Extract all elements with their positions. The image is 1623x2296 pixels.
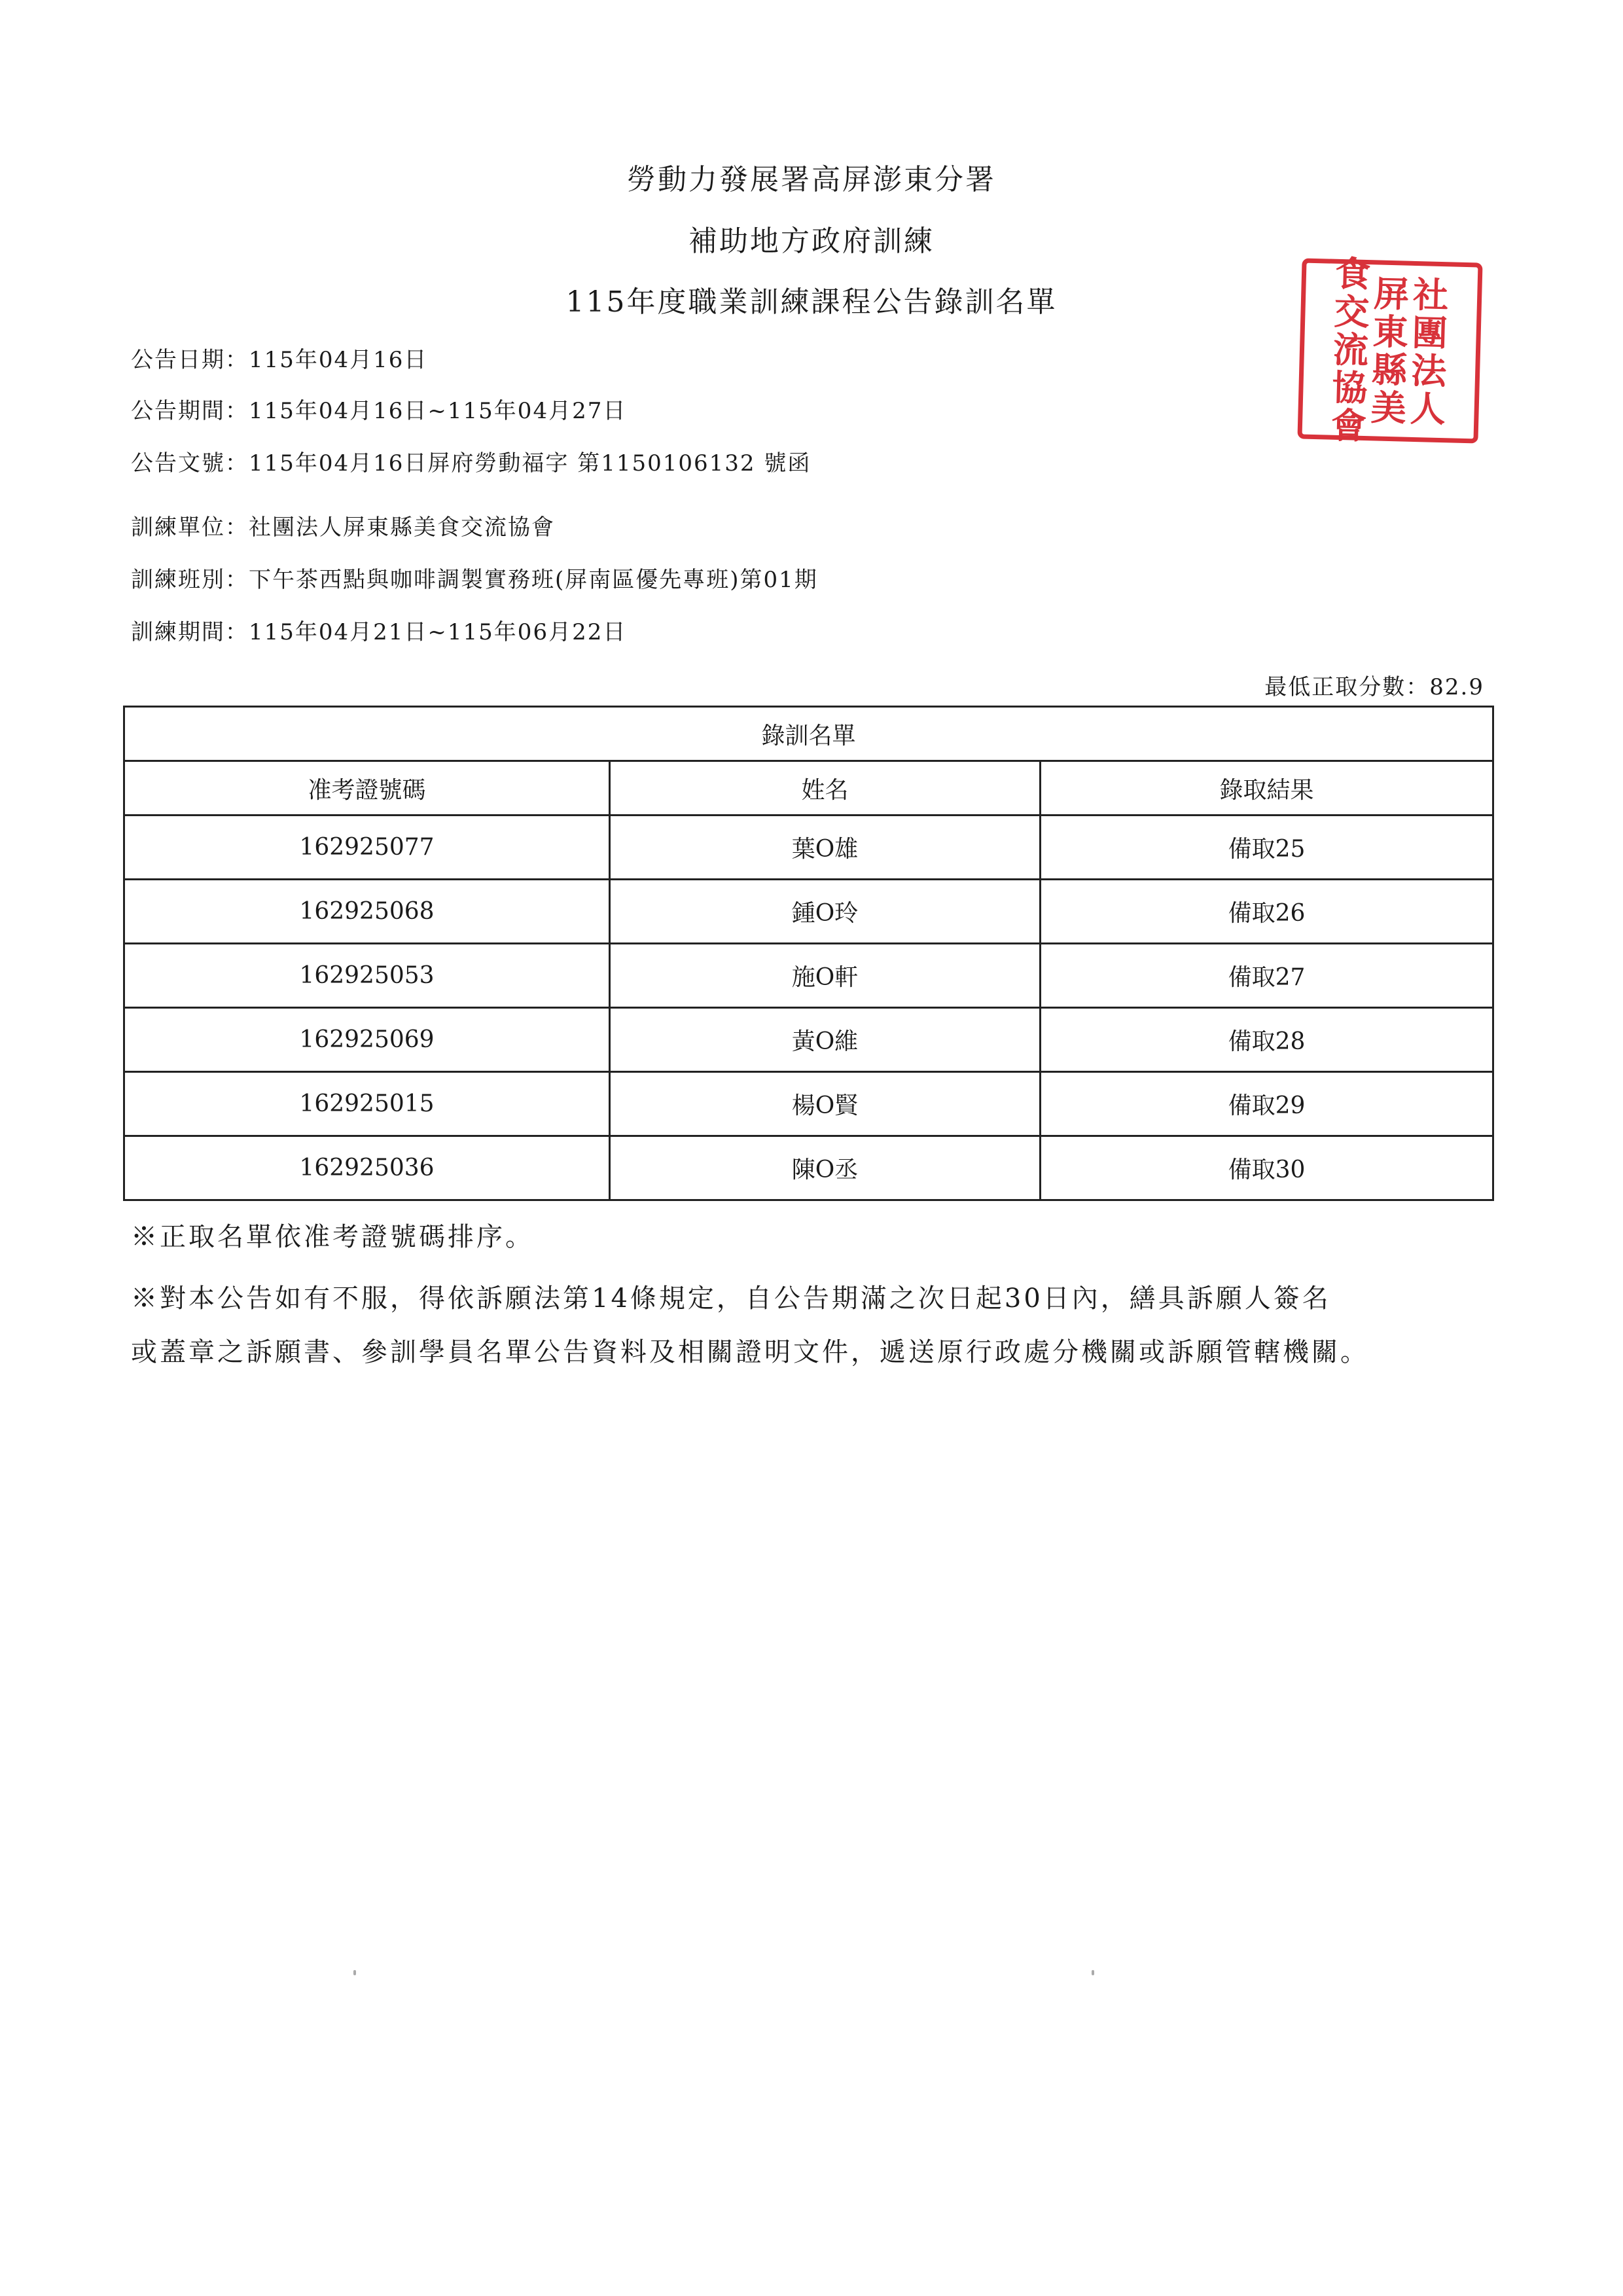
training-class-line <box>131 562 818 594</box>
table-caption-row <box>124 707 1493 761</box>
table-row <box>124 1072 1493 1136</box>
training-period-label: 訓練期間： <box>131 619 249 645</box>
announce-doc-value: 115年04月16日屏府勞動福字 第1150106132 號函 <box>249 450 812 476</box>
training-unit-line <box>131 509 555 541</box>
cell-name: 陳O丞 <box>610 1136 1041 1200</box>
program-title: 補助地方政府訓練 <box>688 224 935 258</box>
seal-column-2: 屏 東 縣 美 <box>1370 272 1410 429</box>
announce-date-label: 公告日期： <box>131 347 249 373</box>
table-header-row <box>124 761 1493 816</box>
header-name: 姓名 <box>610 761 1041 816</box>
cell-exam-number: 162925068 <box>124 880 610 944</box>
training-class-label: 訓練班別： <box>131 567 249 593</box>
cell-name: 鍾O玲 <box>610 880 1041 944</box>
agency-title: 勞動力發展署高屏澎東分署 <box>627 163 996 196</box>
cell-result: 備取26 <box>1041 880 1493 944</box>
announce-date-value: 115年04月16日 <box>249 347 428 373</box>
cell-exam-number: 162925015 <box>124 1072 610 1136</box>
training-unit-value: 社團法人屏東縣美食交流協會 <box>249 514 555 541</box>
cell-exam-number: 162925069 <box>124 1008 610 1072</box>
cell-exam-number: 162925053 <box>124 944 610 1008</box>
training-class-value: 下午茶西點與咖啡調製實務班(屏南區優先專班)第01期 <box>249 567 818 593</box>
cell-result: 備取25 <box>1041 816 1493 880</box>
table-caption: 錄訓名單 <box>124 707 1493 761</box>
cell-name: 黃O維 <box>610 1008 1041 1072</box>
table-row <box>124 1136 1493 1200</box>
notice-title: 115年度職業訓練課程公告錄訓名單 <box>565 285 1058 319</box>
min-score: 最低正取分數：82.9 <box>1264 674 1484 700</box>
header-result: 錄取結果 <box>1041 761 1493 816</box>
table-row <box>124 816 1493 880</box>
appeal-note-line1: ※對本公告如有不服，得依訴願法第14條規定，自公告期滿之次日起30日內，繕具訴願人簽名 <box>131 1283 1331 1314</box>
training-period-value: 115年04月21日~115年06月22日 <box>249 619 627 645</box>
table-row <box>124 1008 1493 1072</box>
seal-column-3: 食 交 流 協 會 <box>1330 252 1371 448</box>
scan-speck <box>353 1970 356 1975</box>
cell-name: 葉O雄 <box>610 816 1041 880</box>
announce-doc-label: 公告文號： <box>131 450 249 476</box>
announce-doc-line <box>131 445 811 477</box>
appeal-note-line2: 或蓋章之訴願書、參訓學員名單公告資料及相關證明文件，遞送原行政處分機關或訴願管轄機關。 <box>131 1337 1369 1367</box>
admission-table <box>123 706 1494 1201</box>
announce-period-line <box>131 393 626 425</box>
cell-result: 備取30 <box>1041 1136 1493 1200</box>
header-exam-number: 准考證號碼 <box>124 761 610 816</box>
sort-note: ※正取名單依准考證號碼排序。 <box>131 1222 534 1252</box>
table-row <box>124 880 1493 944</box>
cell-name: 楊O賢 <box>610 1072 1041 1136</box>
cell-result: 備取28 <box>1041 1008 1493 1072</box>
cell-result: 備取29 <box>1041 1072 1493 1136</box>
announce-period-value: 115年04月16日~115年04月27日 <box>249 398 627 424</box>
cell-result: 備取27 <box>1041 944 1493 1008</box>
scan-speck <box>1092 1970 1094 1975</box>
announce-date-line <box>131 342 427 374</box>
cell-name: 施O軒 <box>610 944 1041 1008</box>
cell-exam-number: 162925036 <box>124 1136 610 1200</box>
announce-period-label: 公告期間： <box>131 398 249 424</box>
table-row <box>124 944 1493 1008</box>
seal-column-1: 社 團 法 人 <box>1409 273 1450 431</box>
organization-seal <box>1297 252 1482 448</box>
training-period-line <box>131 614 626 646</box>
training-unit-label: 訓練單位： <box>131 514 249 541</box>
cell-exam-number: 162925077 <box>124 816 610 880</box>
